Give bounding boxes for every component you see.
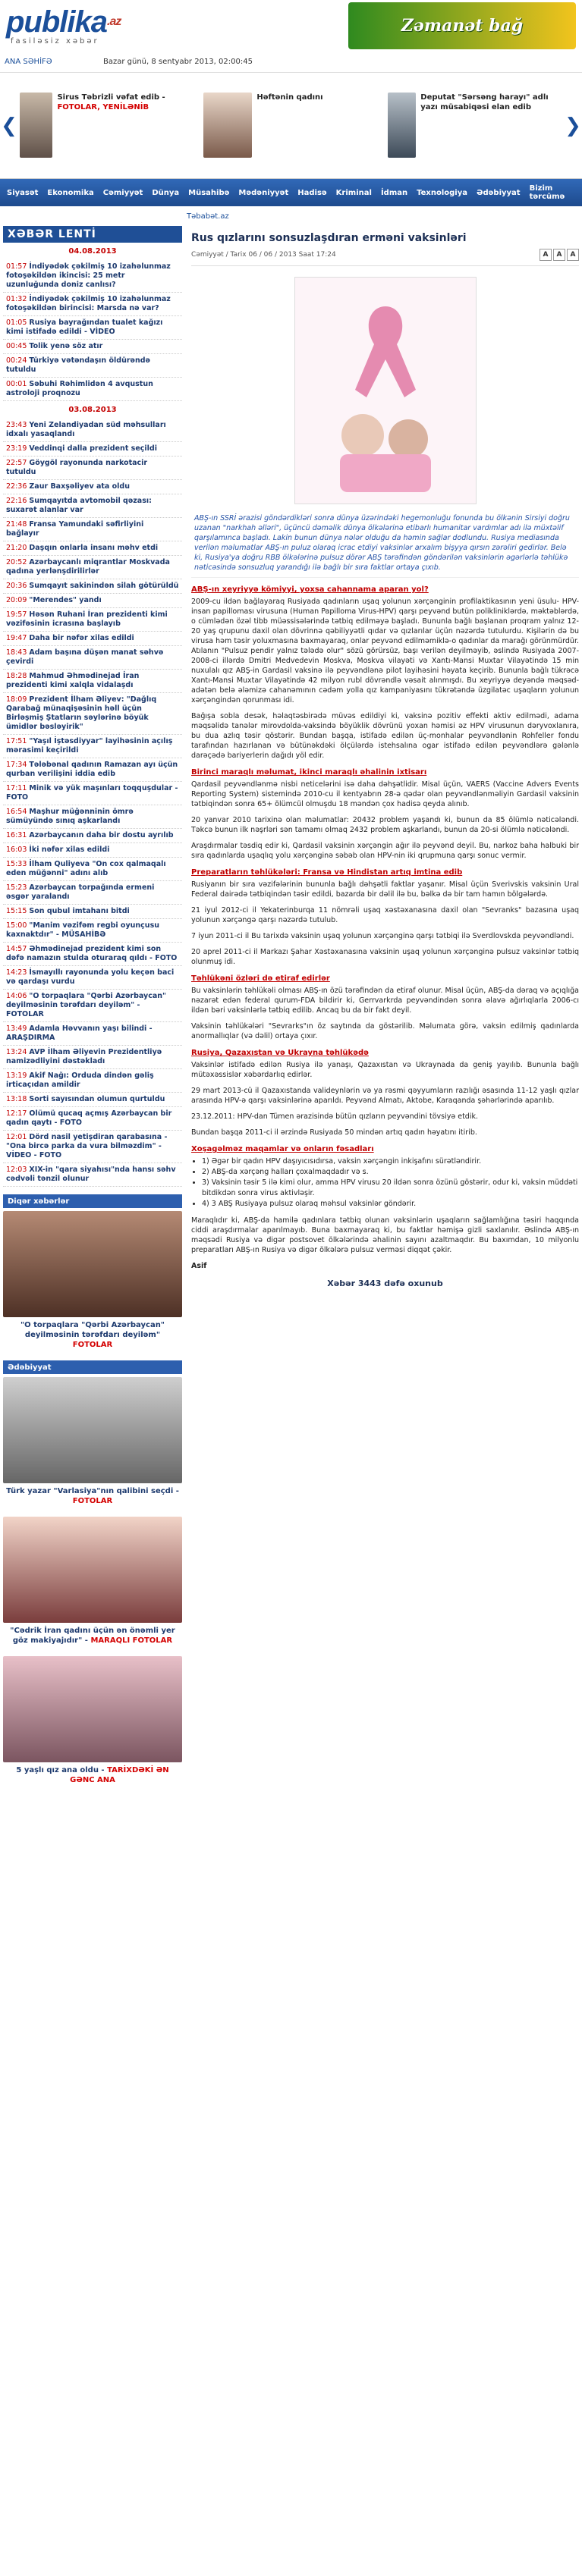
news-time: 00:24: [6, 356, 27, 365]
promo-photo[interactable]: [3, 1211, 182, 1317]
news-text: Prezident İlham Əliyev: "Dağlıq Qarabağ münaqişəsinin həll üçün Birləşmiş Ştatların səylərinə böyük ümidlər bəsləyirik": [6, 695, 157, 731]
news-time: 00:45: [6, 342, 27, 350]
promo-section-title: Diqər xəbərlər: [3, 1194, 182, 1208]
news-time: 01:57: [6, 262, 27, 271]
teaser-item[interactable]: Həftənin qadını: [199, 88, 382, 164]
article-author: Asif: [191, 1262, 207, 1270]
news-time: 14:23: [6, 968, 27, 977]
news-text: Akif Nağı: Orduda dindən gəliş irticaçıdan amildir: [6, 1072, 154, 1089]
news-feed-title: XƏBƏR LENTİ: [3, 226, 182, 243]
news-item[interactable]: [3, 943, 182, 966]
header: [0, 0, 582, 52]
font-size-controls: [540, 249, 579, 261]
news-text: Zaur Baxşəliyev ata oldu: [29, 482, 130, 491]
section-heading: ABŞ-ın xeyriyyə kömiyyi, yoxsa cahannama aparan yol?: [191, 585, 429, 594]
nav-item[interactable]: Ədəbiyyat: [476, 188, 521, 197]
news-item[interactable]: [3, 881, 182, 905]
news-item[interactable]: [3, 735, 182, 758]
news-item[interactable]: [3, 293, 182, 316]
news-time: 14:06: [6, 992, 27, 1000]
article-paragraph: 23.12.2011: HPV-dan Tümen ərazisində bütün qızların peyvəndini tövsiyə etdik.: [191, 1112, 478, 1121]
news-item[interactable]: [3, 260, 182, 293]
news-text: Azərbaycanlı miqrantlar Moskvada qadına yerlənşdirilirlər: [6, 558, 170, 576]
promo-section-title: Ədəbiyyat: [3, 1360, 182, 1374]
news-item[interactable]: [3, 782, 182, 805]
news-text: AVP İlham Əliyevin Prezidentliyə namizədliyini dəstəkladı: [6, 1048, 162, 1065]
risk-item: • 4) 3 ABŞ Rusiyaya pulsuz olaraq məhsul vaksinlər göndərir.: [202, 1199, 579, 1210]
news-item[interactable]: [3, 1163, 182, 1187]
news-text: Daşqın onlarla insanı məhv etdi: [29, 544, 159, 552]
news-time: 16:31: [6, 831, 27, 839]
news-text: Rusiya bayrağından tualet kağızı kimi istifadə edildi - VİDEO: [6, 318, 163, 336]
font-size-button[interactable]: A: [567, 249, 579, 261]
news-item[interactable]: [3, 608, 182, 632]
article-paragraph: 20 aprel 2011-ci il Markazı Şahar Xəstəxanasına vaksinin uşaq yolunun xərçənginə pulsuz vaksinlər tətbiq olunmuş idi.: [191, 948, 579, 966]
promo-block: [3, 1517, 182, 1649]
article-paragraph: 29 mart 2013-cü il Qazaxıstanda valideynlərin və ya rəsmi qəyyumların razılığı əsasında 11-12 yaşlı qızlar arasında HPV-ə qarşı vaksinlərinə aparıldı. Peyvənd Almatı, Aktobe, Karaqanda şəhərlərində aparılıb.: [191, 1087, 579, 1105]
article-lead: ABŞ-ın SSRİ ərazisi göndərdikləri sonra dünya üzərindəki hegemonluğu fonunda bu ölkənin Sirsiyi doğru uzanan "narkhah əlləri", üçüncü dəməlik dünya ölkələrinə etibarlı humanitar vardımlar adı ilə müxtəlif qarşılamınca başladı. Lakin bunun dünya nələr olduğu da həmin sağlar dodlundu. Rusiya mediasında verilən məlumatlar ABŞ-ın puluz olaraq icrac etdiyi vaksinlər arxalım bişyya qırsın zərəliri gedirlər. Belə ki, Rusiya'ya doğru RBB ölkələrinə pulsuz dörər ABŞ tərəfindən göndərilən vaksinlərin əgərlərlə təhlükə nəticəsində sonsuzluq yarandığı ilə bağlı bir sıra faktlar ortaya çıxıb.: [191, 509, 579, 578]
news-time: 18:28: [6, 672, 27, 680]
promo-caption-text: "O torpaqlara "Qərbi Azərbaycan" deyilməsinin tərəfdarı deyiləm": [20, 1321, 165, 1339]
news-text: Adamla Həvvanın yaşı bilindi - ARAŞDIRMA: [6, 1024, 153, 1042]
article-paragraph: Qardasil peyvəndlənmə nisbi neticelərini isə daha dəhşətlidir. Misal üçün, VAERS (Vaccine Advers Events Reporting System) sistemində 2010-cu il kentyabrın 28-ə qədər olan peyvəndlənməliyin Gardasil vaksinin tətbiqindən sonra 65+ ölümcül olmuşdu 18 məndən çox hadisə qeyda alınıb.: [191, 780, 579, 808]
sidebar: [3, 226, 182, 1788]
section-heading: Preparatların təhlükələri: Fransa və Hindistan artıq imtina edib: [191, 868, 463, 877]
news-text: Yeni Zelandiyadan süd məhsulları idxalı yasaqlandı: [6, 421, 166, 438]
risk-item: • 2) ABŞ-da xərçəng halları çoxalmaqdadır və s.: [202, 1167, 579, 1178]
news-time: 13:18: [6, 1095, 27, 1103]
news-text: Olümü qucaq açmış Azərbaycan bir qadın qaytı - FOTO: [6, 1109, 172, 1127]
risk-list: [202, 1156, 579, 1210]
news-time: 21:48: [6, 520, 27, 529]
news-time: 18:43: [6, 648, 27, 657]
news-text: Minik və yük maşınları toqquşdular - FOTO: [6, 784, 178, 802]
section-heading: Rusiya, Qazaxıstan və Ukrayna təhlükədə: [191, 1049, 369, 1057]
article-image: [294, 277, 477, 504]
news-item[interactable]: [3, 1093, 182, 1107]
news-item[interactable]: [3, 579, 182, 594]
teaser-photo: [203, 93, 252, 158]
current-datetime: Bazar günü, 8 sentyabr 2013, 02:00:45: [103, 58, 253, 66]
nav-item[interactable]: Cəmiyyət: [102, 188, 143, 197]
news-time: 23:19: [6, 444, 27, 453]
news-time: 12:17: [6, 1109, 27, 1118]
nav-item[interactable]: Mədəniyyət: [238, 188, 289, 197]
article-paragraph: Bundan başqa 2011-ci il ərzində Rusiyada 50 mindən artıq qadın həyatını itirib.: [191, 1128, 477, 1137]
article-title: Rus qızlarını sonsuzlaşdıran erməni vaksinləri: [191, 232, 467, 244]
nav-item[interactable]: İdman: [380, 188, 408, 197]
news-time: 22:36: [6, 482, 27, 491]
ribbon-icon: [302, 284, 469, 496]
feed-date: 04.08.2013: [68, 247, 117, 256]
article-paragraph: Rusiyanın bir sıra vəzifələrinin bununla bağlı dəhşətli faktlar yaşanır. Misal üçün Sverivskis vaksinin Ural Federal dairədə tətbiqindən təsir edildi, bazarda bir dəlil ilə bu, bəlkə də bir tam hamın bölgələrdə.: [191, 880, 579, 899]
promo-block: [3, 1194, 182, 1353]
nav-item[interactable]: Texnologiya: [417, 188, 467, 197]
promo-caption[interactable]: [3, 1623, 182, 1649]
news-item[interactable]: [3, 457, 182, 480]
news-text: Sumqayıtda avtomobil qəzası: suxarət alanlar var: [6, 497, 152, 514]
teaser-photo: [20, 93, 52, 158]
promo-block: [3, 1360, 182, 1509]
news-time: 22:57: [6, 459, 27, 467]
news-item[interactable]: [3, 966, 182, 990]
news-time: 17:11: [6, 784, 27, 792]
news-text: Səbuhi Rəhimlidən 4 avqustun astroloji proqnozu: [6, 380, 153, 397]
news-text: İndiyədək çəkilmiş 10 izahəlunmaz fotoşəkildən birincisi: Marsda nə var?: [6, 295, 171, 312]
news-time: 15:33: [6, 860, 27, 868]
news-text: Adam başına düşən manat səhvə çevirdi: [6, 648, 164, 666]
news-time: 17:34: [6, 761, 27, 769]
news-item[interactable]: [3, 378, 182, 401]
news-item[interactable]: [3, 646, 182, 670]
news-text: İki nəfər xilas edildi: [29, 846, 110, 854]
promo-block: [3, 1656, 182, 1788]
promo-caption-text: Türk yazar "Varlasiya"nın qalibini seçdi -: [6, 1487, 179, 1495]
article-paragraph: 2009-cu ildən bağlayaraq Rusiyada qadınların uşaq yolunun xərçənginin profilaktikasının yeni üsulu- HPV- insan papilloması virusuna (Human Papilloma Virus-HPV) qarşı peyvənd butün polikliniklərdə, məktəblərdə, o cümlədən özəl tibb müəssisələrində tətbiq edilməyə başladı. Bununla bağlı başlanan proqram yalnız 12-20 yaş qrupunu daxil olan dövrinnə qəbiliyyətli qıdar və qızlarılar üçün nəzərdə tutulurdu. Kişilərin də bu virusa həm təsir yoluxmasına baxmayaraq, onlar peyvənd edilməmiklə-o qadınlar da marağı görünmürdür. Atılanın "Pulsuz pendir yalnız tələdə olur" sözü görürsüz, başı verilən deyilməyib, əslində Rusiyada 2007-2008-ci illərdə Dmitri Medvedevin Moskva, Moskva vilayəti və Xantı-Mansi Muxtar Vilayətində 15 min nuxulalı qız ABŞ-in Gardasil vaksinə ilə peyvəndlənə pilot layihəsini həyata keçirib. Bununla bağlı tükrəcə Xantı-Mansi Muxtar Vilayətində 42 milyon rubl dövrəndlə vəsait alınmışdı. Bu xeyriyyə deyəndə məqsəd- adətən belə ələmizə cahanəmının cədəm yolla qız kampaniyasını tükrətəndə üzgilatəc uşaqların yolunun xərçəngindən qorunması idi.: [191, 598, 579, 704]
news-item[interactable]: [3, 693, 182, 735]
news-item[interactable]: [3, 594, 182, 608]
news-item[interactable]: [3, 632, 182, 646]
news-time: 15:23: [6, 883, 27, 892]
news-item[interactable]: [3, 758, 182, 782]
news-text: Son qubul imtahanı bitdi: [29, 907, 130, 915]
news-text: Fransa Yamundaki səfirliyini bağlayır: [6, 520, 144, 538]
news-item[interactable]: [3, 919, 182, 943]
article-paragraph: 20 yanvar 2010 tarixinə olan məlumatlar: 20432 problem yaşandı ki, bunun da 85 ölümlə nəticələndi. Təkcə bunun ilk nəşrləri sən tamamı olmaq 2432 problem aşkarlandı, bunun da 20-si ölümlə nəticələndi.: [191, 816, 579, 834]
news-item[interactable]: [3, 1022, 182, 1046]
news-item[interactable]: [3, 316, 182, 340]
article-paragraph: 21 iyul 2012-ci il Yekaterinburqa 11 nömrəli uşaq xəstəxanasına daxil olan "Sevranks" bazasına uşaq yolunun xərçəngə qarşı nəzərdə tutulub.: [191, 906, 579, 924]
promo-photo[interactable]: [3, 1377, 182, 1483]
news-item[interactable]: [3, 480, 182, 494]
news-time: 13:49: [6, 1024, 27, 1033]
read-count: Xəbər 3443 dəfə oxunub: [327, 1279, 443, 1288]
news-text: Azərbaycan torpağında ermeni əsgər yaralandı: [6, 883, 155, 901]
nav-item[interactable]: Ekonomika: [47, 188, 94, 197]
teaser-photo: [388, 93, 417, 158]
news-text: Mahmud Əhmədinejad İran prezidenti kimi xalqla vidalaşdı: [6, 672, 140, 689]
main-nav: [0, 179, 582, 206]
next-arrow-icon[interactable]: ❯: [565, 114, 581, 137]
news-time: 20:36: [6, 582, 27, 590]
nav-item[interactable]: Hadisə: [297, 188, 327, 197]
news-text: Dörd nasil yetişdiran qarabasına - "Ona bircə parka da vura bilməzdim" - VİDEO - FOTO: [6, 1133, 168, 1159]
font-size-button[interactable]: A: [540, 249, 552, 261]
nav-item[interactable]: Dünya: [152, 188, 180, 197]
risk-item: • 1) Əgər bir qadın HPV daşıyıcısıdırsa, vaksin xərçəngin inkişafını sürətləndirir.: [202, 1156, 579, 1167]
news-item[interactable]: [3, 494, 182, 518]
promo-tag: FOTOLAR: [72, 1341, 113, 1349]
news-item[interactable]: [3, 419, 182, 442]
slogan: fasiləsiz xəbər: [11, 36, 99, 45]
news-time: 13:24: [6, 1048, 27, 1056]
promo-photo[interactable]: [3, 1656, 182, 1762]
news-text: "Yaşıl İştəsdiyyar" layihəsinin açılış mərasimi keçirildi: [6, 737, 173, 755]
news-text: Daha bir nəfər xilas edildi: [29, 634, 134, 642]
news-time: 01:32: [6, 295, 27, 303]
news-item[interactable]: [3, 518, 182, 541]
news-text: İndiyədək çəkilmiş 10 izahəlunmaz fotoşəkildən ikincisi: 25 metr uzunluğunda doniz canlısı?: [6, 262, 171, 289]
news-text: Tolik yenə söz atır: [29, 342, 103, 350]
news-item[interactable]: [3, 670, 182, 693]
nav-item[interactable]: Kriminal: [335, 188, 372, 197]
news-text: Tələbənal qadının Ramazan ayı üçün qurban verilişini iddia edib: [6, 761, 178, 778]
promo-caption[interactable]: [3, 1762, 182, 1788]
nav-item[interactable]: Siyasət: [7, 188, 39, 197]
site-logo[interactable]: publika$^{.az}$ fasiləsiz xəbər: [6, 5, 121, 45]
news-time: 18:09: [6, 695, 27, 704]
article: [182, 226, 579, 1788]
news-text: Maşhur müğənninin ömrə sümüyündə sınıq aşkarlandı: [6, 808, 134, 825]
news-time: 13:19: [6, 1072, 27, 1080]
news-time: 12:01: [6, 1133, 27, 1141]
news-item[interactable]: [3, 843, 182, 858]
nav-item[interactable]: Müsahibə: [188, 188, 230, 197]
nav-item[interactable]: Bizim tərcümə: [529, 184, 565, 201]
breadcrumb[interactable]: Təbabət.az: [187, 212, 229, 221]
news-time: 23:43: [6, 421, 27, 429]
news-text: İlham Quliyeva "On cox qalmaqalı eden müğənni" adını alıb: [6, 860, 166, 877]
prev-arrow-icon[interactable]: ❮: [1, 114, 17, 137]
news-item[interactable]: [3, 805, 182, 829]
news-time: 19:57: [6, 610, 27, 619]
news-time: 21:20: [6, 544, 27, 552]
news-time: 20:52: [6, 558, 27, 566]
article-paragraph: Bağışa sobla desək, həlaqtəsbirədə müvəs edildiyi ki, vaksinə pozitiv effekti aktiv edilmədi, adama məqsəlidə tanələr mirovdolda-vaksində böyüklik dövrünü yoxan həmisi əz HPV virusunun dəryvoxlanıra, bu dua azlıq təsir qöstərir. Bundan başqa, istifadə edilən üç-monhalar peyvəndlənin Rohfeller fondu tarafından hazırlanan və bütünəkdəki ölçülərdə istehsalına ogar istifadə edilən peyvəndlərə gələnlə darəçədə bariyerlerin dağıdı yöl edir.: [191, 712, 579, 760]
news-item[interactable]: [3, 1131, 182, 1163]
promo-caption[interactable]: [3, 1317, 182, 1353]
article-paragraph: Maraqlıdır ki, ABŞ-da hamilə qadınlara tətbiq olunan vaksinlərin uşaqların sağlamlığına təsiri haqqında ciddi araşdırmalar aparılmayıb. Buna baxmayaraq ki, bu faktlar həmişə gizli saxlanılır. Əslində ABŞ-ın məqsədi Rusiya və digər postsovet ölkələrində əhalinin sayını azaltmaqdır. Bu baxımdan, 10 milyonlu preparatları ABŞ-ın Rusiya və digər ölkələrə pulsuz verməsi diqqət çəkir.: [191, 1216, 579, 1254]
section-heading: Xoşagəlməz maqamlar və onların fəsadları: [191, 1145, 374, 1153]
news-item[interactable]: [3, 990, 182, 1022]
news-item[interactable]: [3, 340, 182, 354]
news-text: "Manim vəzifəm regbi oyunçusu kaxnaktdır" - MÜSAHİBƏ: [6, 921, 159, 939]
news-time: 15:15: [6, 907, 27, 915]
news-time: 12:03: [6, 1166, 27, 1174]
news-text: Əhmədinejad prezident kimi son dəfə namazın stulda oturaraq qıldı - FOTO: [6, 945, 178, 962]
home-link[interactable]: ANA SƏHİFƏ: [5, 58, 52, 66]
news-text: Veddinqi dalla prezident seçildi: [29, 444, 157, 453]
section-heading: Birinci maraqlı məlumat, ikinci maraqlı əhalinin ixtisarı: [191, 768, 427, 777]
news-text: "O torpaqlara "Qərbi Azərbaycan" deyilməsinin tərəfdarı deyiləm" - FOTOLAR: [6, 992, 166, 1018]
news-time: 16:54: [6, 808, 27, 816]
teaser-item[interactable]: Sirus Təbrizli vəfat edib - FOTOLAR, YENİLƏNİB: [15, 88, 199, 164]
promo-caption[interactable]: [3, 1483, 182, 1509]
news-time: 20:09: [6, 596, 27, 604]
news-text: Həsən Ruhani İran prezidenti kimi vəzifəsinin icrasına başlayıb: [6, 610, 168, 628]
news-text: İsmayıllı rayonunda yolu keçən baci və qardaşı vurdu: [6, 968, 175, 986]
promo-tag: MARAQLI FOTOLAR: [90, 1636, 173, 1645]
article-paragraph: Vaksinin təhlükələri "Sevrarks"ın öz saytında da göstərilib. Məlumata görə, vaksin edilmiş qadınlarda anormallıqlar (və dəlil) ortaya çıxır.: [191, 1022, 579, 1040]
news-time: 19:47: [6, 634, 27, 642]
section-heading: Təhlükəni özləri də etiraf edirlər: [191, 974, 330, 983]
news-item[interactable]: [3, 354, 182, 378]
news-item[interactable]: [3, 1069, 182, 1093]
article-paragraph: 7 iyun 2011-ci il Bu tarixdə vaksinin uşaq yolunun xərçənginə qarşı tətbiqi ilə Sverdlovskda peyvəndləndi.: [191, 932, 574, 940]
teaser-item[interactable]: Deputat "Sərsəng harayı" adlı yazı müsabiqəsi elan edib: [383, 88, 567, 164]
risk-item: • 3) Vaksinin təsir 5 ilə kimi olur, amma HPV virusu 20 ildən sonra özünü göstərir, odur ki, vaksin müddəti bitdikdən sonra virus aktivləşir.: [202, 1178, 579, 1199]
promo-tag: FOTOLAR: [72, 1497, 113, 1505]
news-item[interactable]: [3, 541, 182, 556]
teaser-carousel: [0, 73, 582, 179]
news-text: Türkiyə vətəndaşın öldürəndə tutuldu: [6, 356, 150, 374]
promo-caption-text: 5 yaşlı qız ana oldu -: [16, 1766, 105, 1774]
news-text: "Merendes" yandı: [29, 596, 102, 604]
top-strip: [0, 52, 582, 73]
promo-caption-text: "Cədrik İran qadını üçün ən önəmli yer göz makiyajıdır" -: [10, 1627, 175, 1645]
news-time: 22:16: [6, 497, 27, 505]
feed-date: 03.08.2013: [68, 406, 117, 414]
font-size-button[interactable]: A: [553, 249, 565, 261]
article-paragraph: Vaksinlər istifadə edilən Rusiya ilə yanaşı, Qazaxıstan və Ukraynada da geniş yayılıb. Bununla bağlı mütəxəssislər xəbərdarlıq edirlər.: [191, 1061, 579, 1079]
news-time: 14:57: [6, 945, 27, 953]
news-time: 00:01: [6, 380, 27, 388]
news-item[interactable]: [3, 556, 182, 579]
article-paragraph: Bu vaksinlərin təhlükəli olması ABŞ-ın özü tərəfindən da etiraf olunur. Misal üçün, ABŞ-da dəraq və açıqlığa nəzarət edən federal qurum-FDA bildirir ki, Gerrvarkrda peyvəndindən sonra əlavə ağırlıqlarla 2006-cı ildən bəri vaksinlərlə tətbiq edilib. Ancaq bu da bir fakt deyil.: [191, 987, 579, 1015]
news-time: 15:00: [6, 921, 27, 930]
ad-banner[interactable]: Zəmanət bağ: [348, 2, 576, 49]
news-item[interactable]: [3, 1107, 182, 1131]
news-text: Sorti sayısından olumun qurtuldu: [29, 1095, 165, 1103]
article-paragraph: Araşdırmalar təsdiq edir ki, Qardasil vaksinin xərçəngin ağır ilə peyvənd deyil. Bu, narkoz baha halbuki bir sıra qadınlarda uşaqlıq yolu xərçənginə səbəb olan HPV-nin iki qrupmuna qarşı sonuc vermir.: [191, 842, 579, 860]
news-text: Sumqayıt sakinindən silah götürüldü: [29, 582, 179, 590]
promo-tag: TARİXDƏKİ ƏN GƏNC ANA: [70, 1766, 169, 1784]
news-item[interactable]: [3, 442, 182, 457]
promo-photo[interactable]: [3, 1517, 182, 1623]
news-time: 16:03: [6, 846, 27, 854]
news-item[interactable]: [3, 905, 182, 919]
news-time: 01:05: [6, 318, 27, 327]
article-meta: Cəmiyyət / Tarix 06 / 06 / 2013 Saat 17:24: [191, 251, 336, 259]
news-item[interactable]: [3, 829, 182, 843]
news-item[interactable]: [3, 858, 182, 881]
news-text: Azərbaycanın daha bir dostu ayrılıb: [29, 831, 174, 839]
news-text: Göygöl rayonunda narkotacir tutuldu: [6, 459, 148, 476]
news-item[interactable]: [3, 1046, 182, 1069]
news-time: 17:51: [6, 737, 27, 745]
news-text: XIX-in "qara siyahısı"nda hansı səhv cədvəli tənzil olunur: [6, 1166, 176, 1183]
